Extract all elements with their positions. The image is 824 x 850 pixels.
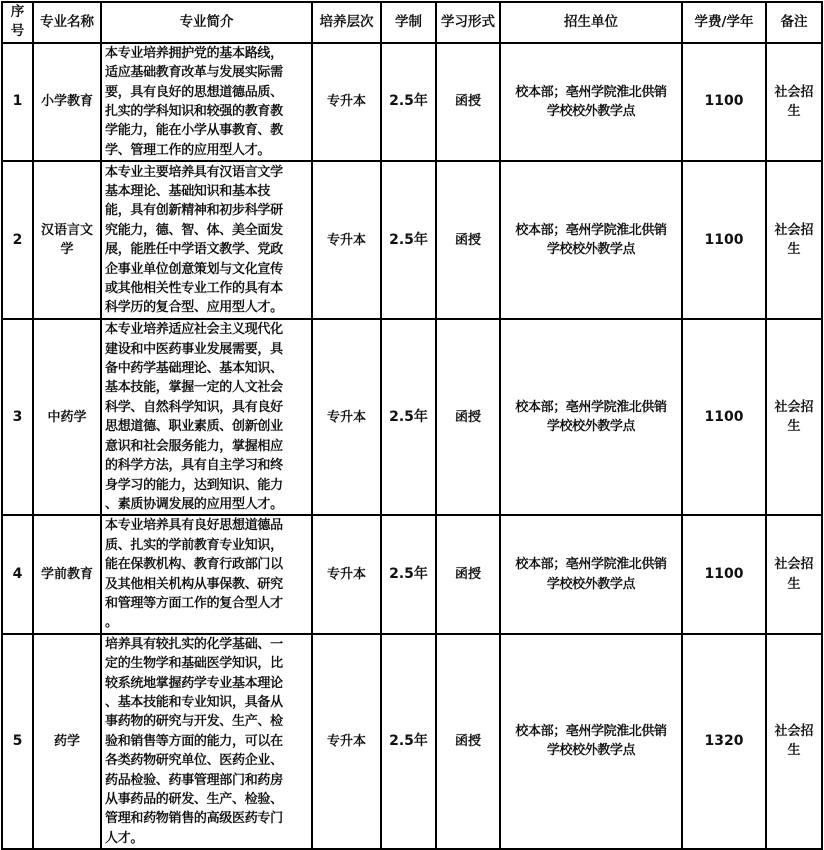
- text-line: 社会招: [774, 84, 814, 100]
- text-line: 建设和中医药事业发展需要，具: [105, 341, 283, 357]
- header-seq: 序 号: [2, 2, 33, 43]
- table-row: [2, 515, 822, 633]
- cell-intro: [101, 319, 312, 515]
- cell-major-name: [33, 43, 101, 161]
- header-note: 备注: [766, 2, 822, 43]
- cell-fee: 1100: [682, 515, 766, 633]
- table-row: [2, 43, 822, 161]
- text-line: 展，能胜任中学语文教学、党政: [105, 242, 283, 258]
- text-line: 备中药学基础理论、基本知识、: [105, 361, 283, 377]
- cell-duration: 2.5年: [381, 319, 436, 515]
- cell-unit: [500, 634, 682, 849]
- header-fee: 学费/学年: [682, 2, 766, 43]
- text-line: 基本理论、基础知识和基本技: [105, 184, 271, 200]
- text-line: 药学: [53, 733, 80, 749]
- cell-seq: 1: [2, 43, 33, 161]
- text-line: 生: [787, 104, 801, 120]
- text-line: 中药学: [47, 409, 87, 425]
- text-line: 的科学方法，具有自主学习和终: [105, 458, 283, 474]
- cell-level: 专升本: [312, 319, 381, 515]
- text-line: 校本部；亳州学院淮北供销: [515, 222, 667, 238]
- header-row: [2, 2, 822, 43]
- text-line: 人才。: [105, 830, 144, 846]
- text-line: 生: [787, 242, 801, 258]
- text-line: 意识和社会服务能力，掌握相应: [105, 438, 283, 454]
- cell-mode: 函授: [436, 319, 500, 515]
- text-line: 学校校外教学点: [546, 419, 636, 435]
- text-line: 学: [60, 242, 74, 258]
- cell-intro: [101, 634, 312, 849]
- text-line: 校本部；亳州学院淮北供销: [515, 724, 667, 740]
- text-line: 生: [787, 419, 801, 435]
- cell-unit: [500, 161, 682, 319]
- text-line: 小学教育: [40, 94, 93, 110]
- text-line: 学能力，能在小学从事教育、教: [105, 123, 283, 139]
- text-line: 汉语言文: [40, 222, 93, 238]
- text-line: 校本部；亳州学院淮北供销: [515, 399, 667, 415]
- cell-level: 专升本: [312, 161, 381, 319]
- text-line: 学校校外教学点: [546, 743, 636, 759]
- cell-mode: 函授: [436, 515, 500, 633]
- header-unit: 招生单位: [500, 2, 682, 43]
- text-line: 学校校外教学点: [546, 576, 636, 592]
- cell-mode: 函授: [436, 43, 500, 161]
- text-line: 适应基础教育改革与发展实际需: [105, 65, 283, 81]
- text-line: 、基本技能和专业知识，具备从: [105, 694, 283, 710]
- text-line: 校本部；亳州学院淮北供销: [515, 84, 667, 100]
- cell-seq: 2: [2, 161, 33, 319]
- text-line: 质、扎实的学前教育专业知识，: [105, 537, 283, 553]
- cell-duration: 2.5年: [381, 43, 436, 161]
- cell-level: 专升本: [312, 515, 381, 633]
- text-line: 能在保教机构、教育行政部门以: [105, 557, 283, 573]
- text-line: 各类药物研究单位、医药企业、: [105, 753, 283, 769]
- header-level: 培养层次: [312, 2, 381, 43]
- cell-major-name: [33, 634, 101, 849]
- cell-major-name: [33, 161, 101, 319]
- cell-note: [766, 515, 822, 633]
- cell-mode: 函授: [436, 634, 500, 849]
- text-line: 要，具有良好的思想道德品质、: [105, 84, 283, 100]
- text-line: 身学习的能力，达到知识、能力: [105, 477, 283, 493]
- cell-mode: 函授: [436, 161, 500, 319]
- text-line: 生: [787, 576, 801, 592]
- cell-intro: [101, 43, 312, 161]
- text-line: 学校校外教学点: [546, 242, 636, 258]
- text-line: 本专业主要培养具有汉语言文学: [105, 164, 283, 180]
- text-line: 思想道德、职业素质、创新创业: [105, 419, 283, 435]
- cell-duration: 2.5年: [381, 515, 436, 633]
- text-line: 学校校外教学点: [546, 104, 636, 120]
- cell-major-name: [33, 515, 101, 633]
- cell-intro: [101, 515, 312, 633]
- text-line: 定的生物学和基础医学知识，比: [105, 656, 283, 672]
- cell-seq: 4: [2, 515, 33, 633]
- text-line: 社会招: [774, 399, 814, 415]
- cell-duration: 2.5年: [381, 161, 436, 319]
- text-line: 事药物的研究与开发、生产、检: [105, 714, 283, 730]
- text-line: 基本技能，掌握一定的人文社会: [105, 380, 283, 396]
- text-line: 科学、自然科学知识，具有良好: [105, 399, 283, 415]
- cell-note: [766, 43, 822, 161]
- cell-intro: [101, 161, 312, 319]
- text-line: 科学历的复合型、应用型人才。: [105, 300, 283, 316]
- header-name: 专业名称: [33, 2, 101, 43]
- cell-fee: 1320: [682, 634, 766, 849]
- cell-major-name: [33, 319, 101, 515]
- text-line: 及其他相关机构从事保教、研究: [105, 576, 283, 592]
- cell-fee: 1100: [682, 43, 766, 161]
- cell-seq: 5: [2, 634, 33, 849]
- header-duration: 学制: [381, 2, 436, 43]
- header-intro: 专业简介: [101, 2, 312, 43]
- text-line: 药品检验、药事管理部门和药房: [105, 772, 283, 788]
- text-line: 培养具有较扎实的化学基础、一: [105, 636, 283, 652]
- cell-level: 专升本: [312, 43, 381, 161]
- cell-unit: [500, 319, 682, 515]
- text-line: 企事业单位创意策划与文化宣传: [105, 261, 283, 277]
- text-line: 社会招: [774, 724, 814, 740]
- text-line: 本专业培养拥护党的基本路线，: [105, 45, 283, 61]
- cell-unit: [500, 43, 682, 161]
- cell-unit: [500, 515, 682, 633]
- text-line: 较系统地掌握药学专业基本理论: [105, 675, 283, 691]
- text-line: 。: [105, 615, 118, 631]
- table-row: [2, 634, 822, 849]
- cell-fee: 1100: [682, 319, 766, 515]
- majors-table: [1, 1, 823, 850]
- text-line: 、素质协调发展的应用型人才。: [105, 496, 283, 512]
- text-line: 能，具有创新精神和初步科学研: [105, 203, 283, 219]
- text-line: 或其他相关性专业工作的具有本: [105, 281, 283, 297]
- text-line: 管理和药物销售的高级医药专门: [105, 811, 283, 827]
- header-mode: 学习形式: [436, 2, 500, 43]
- text-line: 扎实的学科知识和较强的教育教: [105, 104, 283, 120]
- text-line: 学、管理工作的应用型人才。: [105, 142, 271, 158]
- cell-duration: 2.5年: [381, 634, 436, 849]
- table-row: [2, 161, 822, 319]
- text-line: 验和销售等方面的能力，可以在: [105, 733, 283, 749]
- text-line: 生: [787, 743, 801, 759]
- text-line: 究能力，德、智、体、美全面发: [105, 222, 283, 238]
- cell-note: [766, 161, 822, 319]
- text-line: 学前教育: [40, 566, 93, 582]
- text-line: 社会招: [774, 222, 814, 238]
- text-line: 校本部；亳州学院淮北供销: [515, 557, 667, 573]
- text-line: 本专业培养适应社会主义现代化: [105, 322, 283, 338]
- cell-fee: 1100: [682, 161, 766, 319]
- cell-note: [766, 634, 822, 849]
- text-line: 社会招: [774, 557, 814, 573]
- cell-note: [766, 319, 822, 515]
- text-line: 从事药品的研发、生产、检验、: [105, 792, 283, 807]
- cell-seq: 3: [2, 319, 33, 515]
- text-line: 和管理等方面工作的复合型人才: [105, 595, 283, 611]
- table-row: [2, 319, 822, 515]
- cell-level: 专升本: [312, 634, 381, 849]
- text-line: 本专业培养具有良好思想道德品: [105, 518, 283, 534]
